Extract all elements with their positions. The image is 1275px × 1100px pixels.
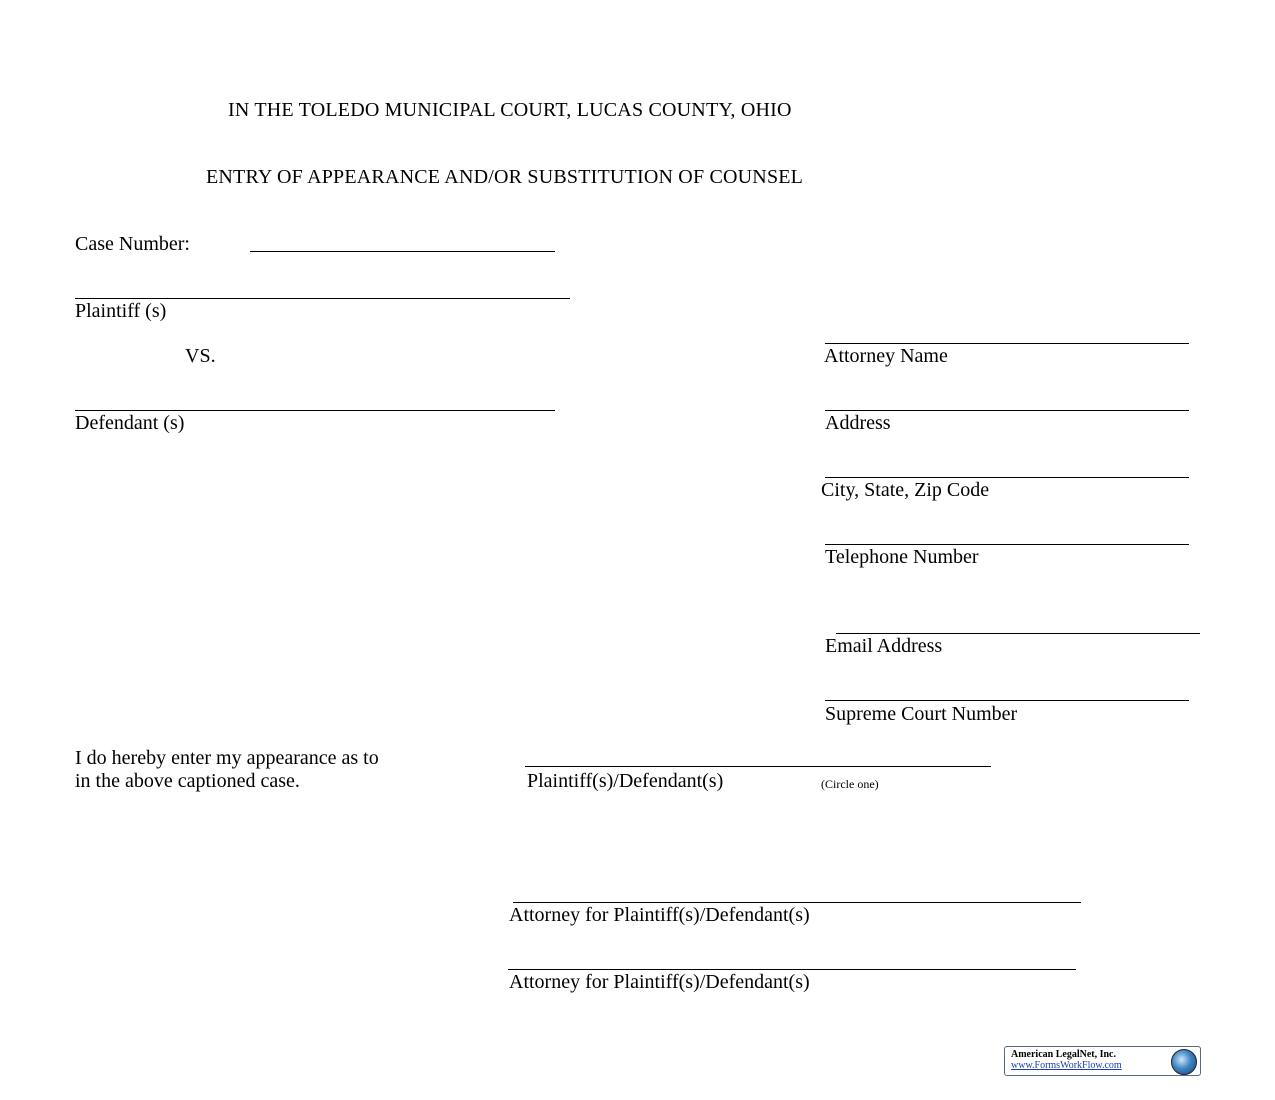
signature-label-1: Attorney for Plaintiff(s)/Defendant(s) (509, 904, 810, 926)
form-title: ENTRY OF APPEARANCE AND/OR SUBSTITUTION OF COUNSEL (206, 166, 804, 188)
case-number-label: Case Number: (75, 233, 190, 255)
signature-line-2[interactable] (508, 969, 1076, 970)
court-heading: IN THE TOLEDO MUNICIPAL COURT, LUCAS COUNTY, OHIO (228, 99, 792, 121)
telephone-field[interactable] (825, 544, 1189, 545)
signature-label-2: Attorney for Plaintiff(s)/Defendant(s) (509, 971, 810, 993)
email-label: Email Address (825, 635, 943, 657)
plaintiff-label: Plaintiff (s) (75, 300, 167, 322)
globe-icon (1171, 1049, 1197, 1075)
address-field[interactable] (825, 410, 1189, 411)
vs-label: VS. (185, 345, 216, 367)
address-label: Address (825, 412, 891, 434)
city-state-zip-field[interactable] (825, 477, 1189, 478)
defendant-label: Defendant (s) (75, 412, 185, 434)
signature-line-1[interactable] (513, 902, 1081, 903)
appearance-party-field[interactable] (525, 766, 991, 767)
plaintiff-field[interactable] (75, 298, 570, 299)
attorney-name-label: Attorney Name (824, 345, 948, 367)
supreme-court-number-label: Supreme Court Number (825, 703, 1018, 725)
telephone-label: Telephone Number (825, 546, 979, 568)
case-number-field[interactable] (250, 251, 555, 252)
logo-url-link[interactable]: www.FormsWorkFlow.com (1011, 1060, 1122, 1071)
email-field[interactable] (836, 633, 1200, 634)
city-state-zip-label: City, State, Zip Code (821, 479, 990, 501)
appearance-statement-cont: in the above captioned case. (75, 770, 300, 792)
logo-company-name: American LegalNet, Inc. (1011, 1049, 1116, 1060)
party-choice-label: Plaintiff(s)/Defendant(s) (527, 770, 724, 792)
defendant-field[interactable] (75, 410, 555, 411)
supreme-court-number-field[interactable] (825, 700, 1189, 701)
circle-one-note: (Circle one) (821, 777, 879, 791)
attorney-name-field[interactable] (825, 343, 1189, 344)
appearance-statement: I do hereby enter my appearance as to (75, 747, 379, 769)
legalnet-logo (1004, 1046, 1201, 1076)
